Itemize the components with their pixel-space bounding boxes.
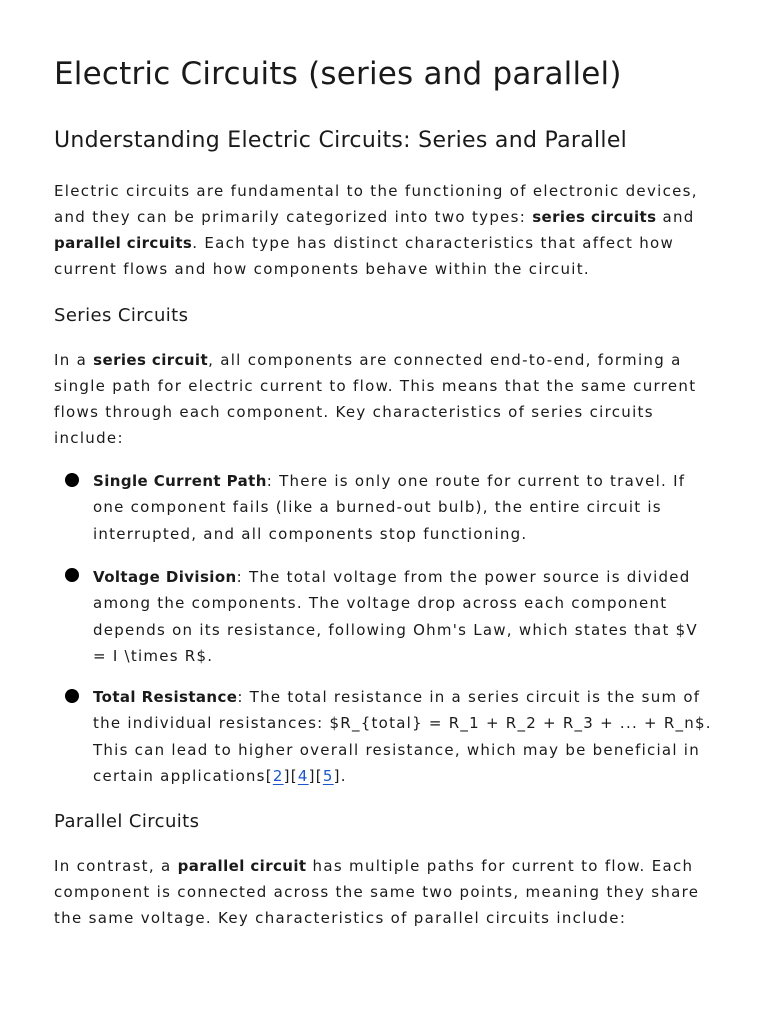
- bullet-term: Total Resistance: [93, 688, 238, 706]
- parallel-paragraph: [54, 853, 716, 931]
- bullet-end: .: [340, 766, 347, 785]
- series-text-1: In a: [54, 351, 94, 369]
- parallel-bold-term: parallel circuit: [177, 857, 307, 875]
- intro-text-2: and: [656, 208, 695, 226]
- intro-text-3: . Each type has distinct characteristics that affect how current flows and how components behave within the circuit.: [54, 234, 675, 278]
- bullet-dot: [65, 689, 79, 703]
- intro-text-1: Electric circuits are fundamental to the functioning of electronic devices, and they can be primarily categorized into two types:: [54, 182, 698, 226]
- bullet-text: : The total resistance in a series circuit is the sum of the individual resistances: $R_{total} = R_1 + R_2 + R_3 + ... + R_n$. This can lead to higher overall resistance, which may be beneficial in certain applications: [93, 688, 712, 785]
- citation-link[interactable]: 5: [322, 766, 334, 785]
- series-bold-term: series circuit: [93, 351, 209, 369]
- bullet-term: Single Current Path: [93, 472, 267, 490]
- bullet-item: Total Resistance: The total resistance in a series circuit is the sum of the individual resistances: $R_{total} = R_1 + R_2 + R_3 + ... + R_n$. This can lead to higher overall resistance, which may be beneficial in certain applications[2][4][5].: [93, 688, 712, 785]
- parallel-text-1: In contrast, a: [54, 857, 178, 875]
- intro-paragraph: [54, 178, 716, 282]
- series-text-2: , all components are connected end-to-end, forming a single path for electric current to flow. This means that the same current flows through each component. Key characteristics of series circuits include:: [54, 351, 697, 447]
- parallel-text-2: has multiple paths for current to flow. Each component is connected across the same two points, meaning they share the same voltage. Key characteristics of parallel circuits include:: [54, 857, 700, 927]
- bullet-dot: [65, 568, 79, 582]
- page-title: Electric Circuits (series and parallel): [54, 56, 622, 92]
- intro-bold-parallel: parallel circuits: [54, 234, 193, 252]
- bullet-text: : The total voltage from the power source is divided among the components. The voltage drop across each component depends on its resistance, following Ohm's Law, which states that $V = I \times R$.: [93, 568, 698, 665]
- series-heading: Series Circuits: [54, 305, 189, 326]
- bullet-text: : There is only one route for current to travel. If one component fails (like a burned-out bulb), the entire circuit is interrupted, and all components stop functioning.: [93, 472, 686, 543]
- bullet-item: [93, 468, 717, 547]
- bullet-term: Voltage Division: [93, 568, 237, 586]
- parallel-heading: Parallel Circuits: [54, 811, 200, 832]
- citation-link[interactable]: 2: [272, 766, 284, 785]
- intro-bold-series: series circuits: [532, 208, 657, 226]
- series-paragraph: [54, 347, 716, 451]
- citation-link[interactable]: 4: [297, 766, 309, 785]
- section-title: Understanding Electric Circuits: Series and Parallel: [54, 128, 628, 153]
- bullet-dot: [65, 473, 79, 487]
- bullet-item: [93, 564, 717, 669]
